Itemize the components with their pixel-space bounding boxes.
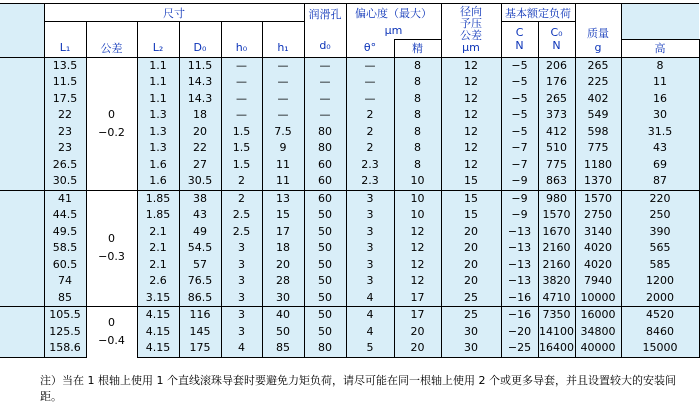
tolerance-upper: 0 <box>108 107 115 121</box>
cell-L1: 22 <box>44 107 86 124</box>
cell-mass: 31.5 <box>621 124 699 141</box>
header-h1: h₁ <box>262 39 304 57</box>
cell-h0: 3 <box>221 240 262 257</box>
header-C0-label: C₀ <box>550 26 563 40</box>
cell-C0: 1370 <box>575 173 621 190</box>
cell-D0: 43 <box>179 207 221 224</box>
cell-preload: −5 <box>501 124 538 141</box>
cell-d0: 2.3 <box>346 173 394 190</box>
cell-D0: 38 <box>179 190 221 207</box>
cell-precision: 20 <box>394 340 441 357</box>
cell-C0: 402 <box>575 91 621 108</box>
cell-d0: 4 <box>346 290 394 307</box>
cell-high: 30 <box>441 324 501 341</box>
cell-preload: −7 <box>501 157 538 174</box>
cell-h1: 20 <box>262 257 304 274</box>
cell-C: 14100 <box>538 324 575 341</box>
cell-theta: 50 <box>304 257 346 274</box>
cell-L1: 30.5 <box>44 173 86 190</box>
linear-bushing-spec-table <box>0 3 699 358</box>
cell-d0: 3 <box>346 257 394 274</box>
cell-h1: 11 <box>262 157 304 174</box>
cell-preload: −5 <box>501 91 538 108</box>
table-body <box>0 57 699 357</box>
header-radial-preload-line: 予压 <box>460 17 483 31</box>
cell-precision: 12 <box>394 273 441 290</box>
cell-D0: 22 <box>179 140 221 157</box>
cell-C0: 598 <box>575 124 621 141</box>
cell-h1: 7.5 <box>262 124 304 141</box>
cell-h0: 3 <box>221 257 262 274</box>
cell-C0: 10000 <box>575 290 621 307</box>
cell-theta: 50 <box>304 273 346 290</box>
header-theta: θ° <box>346 39 394 57</box>
cell-d0: 3 <box>346 240 394 257</box>
cell-D0: 14.3 <box>179 91 221 108</box>
cell-D0: 30.5 <box>179 173 221 190</box>
cell-preload: −25 <box>501 340 538 357</box>
cell-L2: 1.6 <box>137 173 179 190</box>
header-C <box>501 22 538 58</box>
cell-h1: 13 <box>262 190 304 207</box>
cell-preload: −13 <box>501 257 538 274</box>
header-leading-cell <box>0 4 44 22</box>
cell-theta: — <box>304 57 346 74</box>
cell-h1: 28 <box>262 273 304 290</box>
cell-high: 25 <box>441 307 501 324</box>
cell-C0: 40000 <box>575 340 621 357</box>
cell-D0: 20 <box>179 124 221 141</box>
cell-mass: 8460 <box>621 324 699 341</box>
cell-L2: 1.6 <box>137 157 179 174</box>
tolerance-cell <box>86 307 137 358</box>
cell-high: 15 <box>441 207 501 224</box>
header-D0: D₀ <box>179 39 221 57</box>
tolerance-cell <box>86 57 137 190</box>
header-lube-hole <box>304 4 346 58</box>
cell-C0: 7940 <box>575 273 621 290</box>
cell-h1: — <box>262 74 304 91</box>
cell-d0: 5 <box>346 340 394 357</box>
cell-precision: 8 <box>394 157 441 174</box>
cell-L2: 1.85 <box>137 207 179 224</box>
cell-d0: 3 <box>346 224 394 241</box>
cell-high: 30 <box>441 340 501 357</box>
cell-high: 20 <box>441 273 501 290</box>
cell-precision: 10 <box>394 207 441 224</box>
header-eccentricity: 偏心度（最大） <box>346 4 441 22</box>
cell-d0: 2 <box>346 124 394 141</box>
cell-D0: 18 <box>179 107 221 124</box>
cell-C: 206 <box>538 57 575 74</box>
cell-mass: 565 <box>621 240 699 257</box>
cell-L1: 58.5 <box>44 240 86 257</box>
header-mass-top <box>575 4 621 22</box>
cell-L1: 74 <box>44 273 86 290</box>
cell-preload: −13 <box>501 240 538 257</box>
tolerance-upper: 0 <box>108 316 115 329</box>
cell-mass: 4520 <box>621 307 699 324</box>
cell-L1: 105.5 <box>44 307 86 324</box>
cell-d0: 2.3 <box>346 157 394 174</box>
header-tolerance: 公差 <box>86 39 137 57</box>
header-radial-preload-line: 径向 <box>460 5 483 19</box>
table-row <box>0 57 699 74</box>
cell-precision: 8 <box>394 124 441 141</box>
cell-D0: 27 <box>179 157 221 174</box>
cell-C: 980 <box>538 190 575 207</box>
cell-d0: 3 <box>346 190 394 207</box>
cell-C0: 775 <box>575 140 621 157</box>
cell-C: 1570 <box>538 207 575 224</box>
cell-high: 12 <box>441 91 501 108</box>
cell-d0: 4 <box>346 307 394 324</box>
cell-L2: 1.1 <box>137 74 179 91</box>
header-dimensions: 尺寸 <box>44 4 304 22</box>
cell-mass: 8 <box>621 57 699 74</box>
header-d0: d₀ <box>319 39 331 52</box>
cell-high: 20 <box>441 224 501 241</box>
cell-theta: 80 <box>304 340 346 357</box>
cell-h1: — <box>262 107 304 124</box>
cell-preload: −16 <box>501 290 538 307</box>
header-C-label: C <box>515 26 524 40</box>
cell-L2: 1.3 <box>137 107 179 124</box>
cell-C0: 4020 <box>575 257 621 274</box>
cell-D0: 76.5 <box>179 273 221 290</box>
cell-theta: 80 <box>304 124 346 141</box>
header-radial-preload-line: μm <box>462 41 480 55</box>
cell-mass: 69 <box>621 157 699 174</box>
table-header <box>0 4 699 58</box>
cell-C: 2160 <box>538 240 575 257</box>
cell-h0: 3 <box>221 273 262 290</box>
cell-preload: −5 <box>501 107 538 124</box>
cell-L2: 1.1 <box>137 57 179 74</box>
cell-high: 12 <box>441 124 501 141</box>
cell-mass: 220 <box>621 190 699 207</box>
cell-preload: −9 <box>501 190 538 207</box>
cell-L2: 2.1 <box>137 224 179 241</box>
cell-D0: 175 <box>179 340 221 357</box>
cell-precision: 12 <box>394 257 441 274</box>
cell-preload: −9 <box>501 173 538 190</box>
header-basic-load: 基本额定负荷 <box>501 4 575 22</box>
cell-D0: 11.5 <box>179 57 221 74</box>
cell-C: 412 <box>538 124 575 141</box>
cell-precision: 8 <box>394 107 441 124</box>
cell-D0: 49 <box>179 224 221 241</box>
cell-preload: −20 <box>501 324 538 341</box>
header-high: 高 <box>621 39 699 57</box>
cell-C0: 1570 <box>575 190 621 207</box>
cell-L2: 4.15 <box>137 340 179 357</box>
header-radial-preload-line: 公差 <box>460 29 483 43</box>
cell-D0: 86.5 <box>179 290 221 307</box>
cell-mass: 16 <box>621 91 699 108</box>
cell-D0: 145 <box>179 324 221 341</box>
tolerance-lower: −0.4 <box>98 334 125 347</box>
cell-h1: 85 <box>262 340 304 357</box>
cell-L2: 1.1 <box>137 91 179 108</box>
cell-h0: — <box>221 74 262 91</box>
tolerance-lower: −0.2 <box>98 125 125 139</box>
cell-d0: 4 <box>346 324 394 341</box>
cell-h0: 2.5 <box>221 207 262 224</box>
header-precision: 精 <box>394 39 441 57</box>
cell-C: 265 <box>538 91 575 108</box>
cell-h0: — <box>221 91 262 108</box>
cell-h1: 30 <box>262 290 304 307</box>
header-mass-unit: g <box>594 40 602 54</box>
cell-h0: 4 <box>221 340 262 357</box>
cell-preload: −9 <box>501 207 538 224</box>
cell-d0: 2 <box>346 140 394 157</box>
cell-d0: — <box>346 74 394 91</box>
cell-mass: 87 <box>621 173 699 190</box>
cell-L2: 2.1 <box>137 240 179 257</box>
cell-precision: 8 <box>394 74 441 91</box>
cell-D0: 57 <box>179 257 221 274</box>
header-C0-unit: N <box>552 39 561 53</box>
cell-C0: 265 <box>575 57 621 74</box>
cell-L1: 13.5 <box>44 57 86 74</box>
cell-theta: — <box>304 74 346 91</box>
cell-high: 12 <box>441 57 501 74</box>
cell-precision: 10 <box>394 190 441 207</box>
cell-h0: 1.5 <box>221 124 262 141</box>
cell-h0: 2 <box>221 173 262 190</box>
cell-L2: 4.15 <box>137 307 179 324</box>
cell-theta: 50 <box>304 224 346 241</box>
cell-preload: −5 <box>501 57 538 74</box>
header-L1: L₁ <box>44 39 86 57</box>
header-C-unit: N <box>515 39 524 53</box>
cell-preload: −13 <box>501 273 538 290</box>
cell-h0: — <box>221 107 262 124</box>
cell-preload: −13 <box>501 224 538 241</box>
cell-C0: 225 <box>575 74 621 91</box>
cell-precision: 17 <box>394 307 441 324</box>
cell-h1: 15 <box>262 207 304 224</box>
cell-L1: 41 <box>44 190 86 207</box>
cell-h1: 9 <box>262 140 304 157</box>
tolerance-cell <box>86 190 137 307</box>
cell-precision: 8 <box>394 140 441 157</box>
header-radial-preload <box>441 4 501 58</box>
header-trailing-cell <box>621 4 699 22</box>
cell-theta: 60 <box>304 157 346 174</box>
cell-h0: 1.5 <box>221 157 262 174</box>
cell-C0: 3140 <box>575 224 621 241</box>
cell-precision: 8 <box>394 91 441 108</box>
cell-d0: 3 <box>346 273 394 290</box>
cell-L1: 11.5 <box>44 74 86 91</box>
cell-theta: 50 <box>304 324 346 341</box>
cell-C: 373 <box>538 107 575 124</box>
cell-h1: 17 <box>262 224 304 241</box>
cell-h1: 18 <box>262 240 304 257</box>
cell-L1: 23 <box>44 140 86 157</box>
cell-mass: 1200 <box>621 273 699 290</box>
cell-C0: 34800 <box>575 324 621 341</box>
header-lube-hole-label: 润滑孔 <box>308 8 342 21</box>
cell-L1: 125.5 <box>44 324 86 341</box>
cell-L1: 44.5 <box>44 207 86 224</box>
cell-C0: 1180 <box>575 157 621 174</box>
cell-high: 15 <box>441 190 501 207</box>
cell-high: 20 <box>441 240 501 257</box>
cell-L1: 26.5 <box>44 157 86 174</box>
cell-C0: 16000 <box>575 307 621 324</box>
cell-L1: 17.5 <box>44 91 86 108</box>
cell-C: 16400 <box>538 340 575 357</box>
cell-precision: 12 <box>394 224 441 241</box>
cell-theta: 50 <box>304 240 346 257</box>
header-mass <box>575 22 621 58</box>
cell-C: 863 <box>538 173 575 190</box>
cell-d0: 3 <box>346 207 394 224</box>
cell-mass: 11 <box>621 74 699 91</box>
cell-high: 12 <box>441 107 501 124</box>
header-h0: h₀ <box>221 39 262 57</box>
cell-h1: — <box>262 57 304 74</box>
cell-L1: 49.5 <box>44 224 86 241</box>
cell-C: 3820 <box>538 273 575 290</box>
cell-d0: — <box>346 91 394 108</box>
cell-theta: 50 <box>304 290 346 307</box>
cell-C: 510 <box>538 140 575 157</box>
cell-D0: 14.3 <box>179 74 221 91</box>
cell-precision: 20 <box>394 324 441 341</box>
cell-L2: 1.85 <box>137 190 179 207</box>
cell-L1: 23 <box>44 124 86 141</box>
cell-L2: 1.3 <box>137 140 179 157</box>
cell-high: 12 <box>441 140 501 157</box>
header-mass-label: 质量 <box>587 26 610 40</box>
footnote: 注）当在 1 根轴上使用 1 个直线滚珠导套时要避免力矩负荷，请尽可能在同一根轴上使用 2 个或更多导套，并且设置较大的安装间距。 <box>40 374 676 403</box>
cell-high: 15 <box>441 173 501 190</box>
cell-L1: 85 <box>44 290 86 307</box>
cell-L2: 2.1 <box>137 257 179 274</box>
cell-h0: — <box>221 57 262 74</box>
cell-L1: 158.6 <box>44 340 86 357</box>
cell-C0: 4020 <box>575 240 621 257</box>
cell-D0: 116 <box>179 307 221 324</box>
cell-mass: 43 <box>621 140 699 157</box>
cell-L1: 60.5 <box>44 257 86 274</box>
cell-h0: 3 <box>221 290 262 307</box>
cell-L2: 2.6 <box>137 273 179 290</box>
cell-high: 12 <box>441 74 501 91</box>
cell-theta: 60 <box>304 173 346 190</box>
cell-mass: 585 <box>621 257 699 274</box>
cell-mass: 30 <box>621 107 699 124</box>
cell-h1: — <box>262 91 304 108</box>
cell-mass: 390 <box>621 224 699 241</box>
cell-C: 7350 <box>538 307 575 324</box>
cell-precision: 10 <box>394 173 441 190</box>
cell-precision: 12 <box>394 240 441 257</box>
table-row <box>0 307 699 324</box>
header-eccentricity-unit: μm <box>346 22 441 40</box>
cell-mass: 2000 <box>621 290 699 307</box>
cell-h1: 11 <box>262 173 304 190</box>
cell-C: 775 <box>538 157 575 174</box>
cell-h1: 40 <box>262 307 304 324</box>
cell-L2: 4.15 <box>137 324 179 341</box>
cell-precision: 17 <box>394 290 441 307</box>
cell-h0: 3 <box>221 324 262 341</box>
cell-theta: 60 <box>304 190 346 207</box>
cell-C0: 549 <box>575 107 621 124</box>
cell-precision: 8 <box>394 57 441 74</box>
table-row <box>0 190 699 207</box>
cell-h0: 3 <box>221 307 262 324</box>
cell-D0: 54.5 <box>179 240 221 257</box>
cell-d0: — <box>346 57 394 74</box>
cell-high: 25 <box>441 290 501 307</box>
cell-d0: 2 <box>346 107 394 124</box>
cell-h0: 1.5 <box>221 140 262 157</box>
cell-L2: 3.15 <box>137 290 179 307</box>
cell-preload: −16 <box>501 307 538 324</box>
header-C0 <box>538 22 575 58</box>
cell-high: 20 <box>441 257 501 274</box>
cell-mass: 15000 <box>621 340 699 357</box>
tolerance-lower: −0.3 <box>98 250 125 264</box>
cell-high: 12 <box>441 157 501 174</box>
cell-theta: — <box>304 91 346 108</box>
cell-theta: — <box>304 107 346 124</box>
cell-mass: 250 <box>621 207 699 224</box>
tolerance-upper: 0 <box>108 232 115 246</box>
cell-C: 1670 <box>538 224 575 241</box>
cell-theta: 50 <box>304 307 346 324</box>
cell-preload: −5 <box>501 74 538 91</box>
cell-h0: 2.5 <box>221 224 262 241</box>
cell-h0: 2 <box>221 190 262 207</box>
cell-C0: 2750 <box>575 207 621 224</box>
cell-L2: 1.3 <box>137 124 179 141</box>
cell-C: 2160 <box>538 257 575 274</box>
cell-C: 4710 <box>538 290 575 307</box>
cell-h1: 50 <box>262 324 304 341</box>
cell-theta: 50 <box>304 207 346 224</box>
cell-C: 176 <box>538 74 575 91</box>
cell-theta: 80 <box>304 140 346 157</box>
cell-preload: −7 <box>501 140 538 157</box>
header-L2: L₂ <box>137 39 179 57</box>
